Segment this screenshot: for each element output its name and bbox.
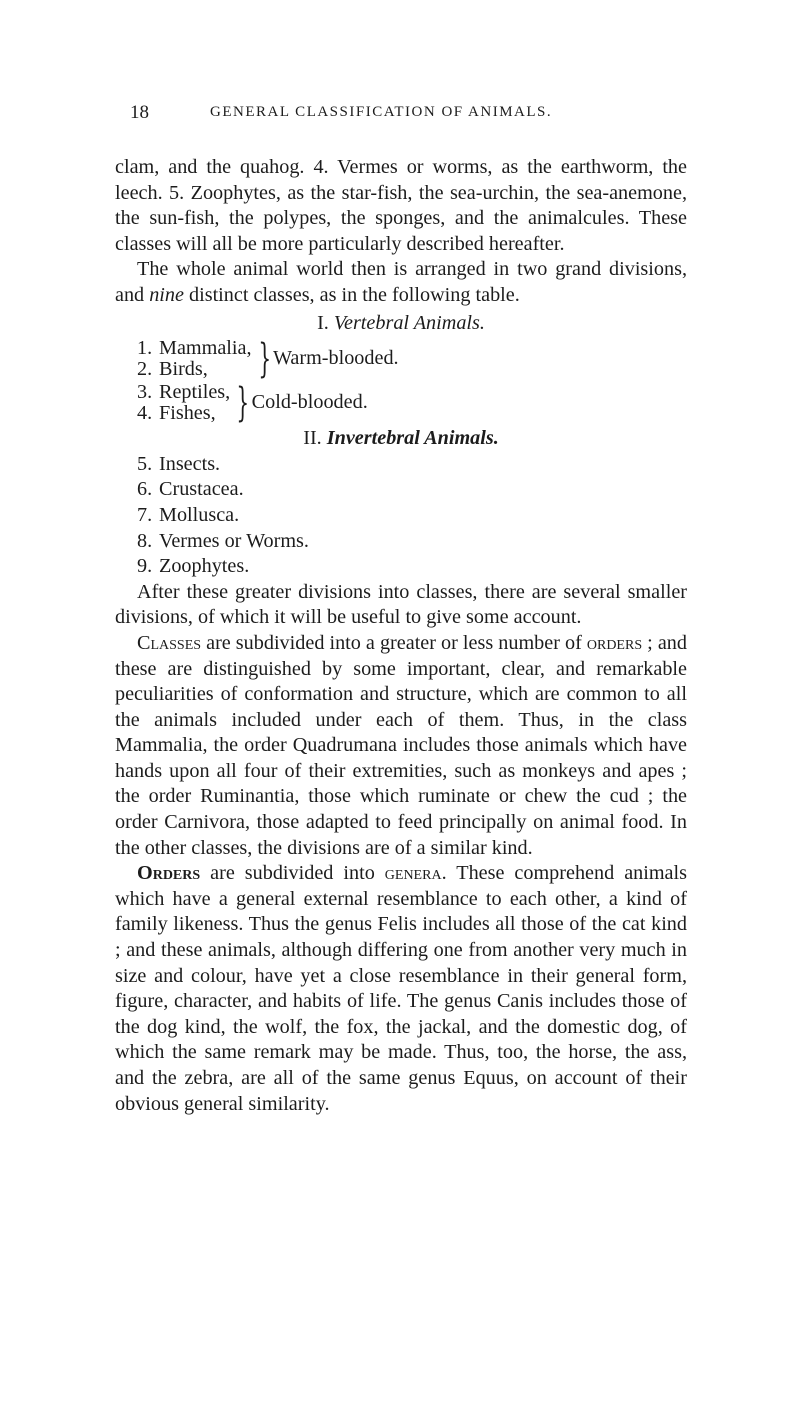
class-entry	[137, 359, 252, 380]
classes-lead: Classes	[137, 631, 202, 654]
orders-text: are subdivided into	[200, 862, 385, 885]
divisions-paragraph	[115, 257, 687, 308]
cold-blooded-group	[115, 380, 687, 427]
class-number: 1.	[137, 337, 153, 360]
list-item	[115, 477, 687, 503]
section-heading-invertebral	[115, 426, 687, 452]
list-item	[115, 503, 687, 529]
class-name: Crustacea.	[159, 478, 244, 501]
classes-text: are subdivided into a greater or less number of	[201, 631, 587, 654]
right-brace: }	[257, 336, 271, 383]
invertebrate-list	[115, 452, 687, 580]
running-head: GENERAL CLASSIFICATION OF ANIMALS.	[210, 104, 553, 120]
list-item	[115, 554, 687, 580]
right-brace: }	[236, 380, 250, 427]
genera-term: genera	[384, 862, 442, 885]
divisions-text-after: distinct classes, as in the following table.	[183, 283, 520, 306]
section-numeral: II.	[303, 427, 322, 450]
divisions-text-before: The whole animal world then is arranged in two grand divisions, and	[115, 258, 687, 306]
classes-paragraph	[115, 631, 687, 861]
orders-lead: Orders	[137, 862, 201, 885]
class-number: 5.	[137, 452, 153, 475]
warm-blooded-group	[115, 336, 687, 383]
class-name: Fishes,	[159, 402, 216, 425]
class-name: Mollusca.	[159, 503, 240, 526]
list-item	[115, 452, 687, 478]
page-number: 18	[130, 102, 149, 123]
orders-text-rest: . These comprehend animals which have a general external resemblance to each other, a kind of family likeness. Thus the genus Felis includes all those of the cat kind ; and these animals, although differing one from another very much in size and colour, have yet a close resemblance in their general form, figure, character, and habits of life. The genus Canis includes those of the dog kind, the wolf, the fox, the jackal, and the domestic dog, of which the same remark may be made. Thus, too, the horse, the ass, and the zebra, are all of the same genus Equus, on account of their obvious general similarity.	[115, 862, 687, 1115]
class-number: 3.	[137, 381, 153, 404]
orders-paragraph	[115, 861, 687, 1117]
class-number: 4.	[137, 402, 153, 425]
divisions-summary-paragraph: After these greater divisions into classes, there are several smaller divisions, of which it will be useful to give some account.	[115, 580, 687, 629]
page-body	[115, 155, 687, 1117]
class-name: Birds,	[159, 358, 208, 381]
warm-blooded-classes	[137, 338, 252, 380]
section-heading-vertebral	[115, 311, 687, 337]
section-title: Invertebral Animals.	[326, 427, 499, 450]
class-number: 2.	[137, 358, 153, 381]
divisions-emphasis: nine	[149, 283, 184, 306]
class-entry	[137, 338, 252, 359]
group-label: Cold-blooded.	[251, 391, 368, 414]
class-entry	[137, 382, 230, 403]
group-label: Warm-blooded.	[272, 347, 399, 370]
class-name: Insects.	[159, 452, 221, 475]
classes-text-rest: ; and these are distinguished by some important, clear, and remarkable peculiarities of conformation and structure, which are common to all the animals included under each of them. Thus, in the class Mammalia, the order Quadrumana includes those animals which have hands upon all four of their extremities, such as monkeys and apes ; the order Ruminantia, those which ruminate or chew the cud ; the order Carnivora, those adapted to feed principally on animal food. In the other classes, the divisions are of a similar kind.	[115, 631, 687, 859]
class-name: Reptiles,	[159, 381, 231, 404]
class-number: 7.	[137, 503, 153, 526]
class-name: Mammalia,	[159, 337, 252, 360]
intro-paragraph: clam, and the quahog. 4. Vermes or worms, as the earthworm, the leech. 5. Zoophytes, as the star-fish, the sea-urchin, the sea-anemone, the sun-fish, the polypes, the sponges, and the animalcules. These classes will all be more particularly described hereafter.	[115, 156, 687, 255]
cold-blooded-classes	[137, 382, 230, 424]
class-entry	[137, 403, 230, 424]
list-item	[115, 529, 687, 555]
class-number: 9.	[137, 555, 153, 578]
orders-term: orders	[586, 631, 643, 654]
class-number: 8.	[137, 529, 153, 552]
class-name: Vermes or Worms.	[159, 529, 309, 552]
class-number: 6.	[137, 478, 153, 501]
section-numeral: I.	[317, 311, 329, 334]
class-name: Zoophytes.	[159, 555, 250, 578]
section-title: Vertebral Animals.	[333, 311, 485, 334]
